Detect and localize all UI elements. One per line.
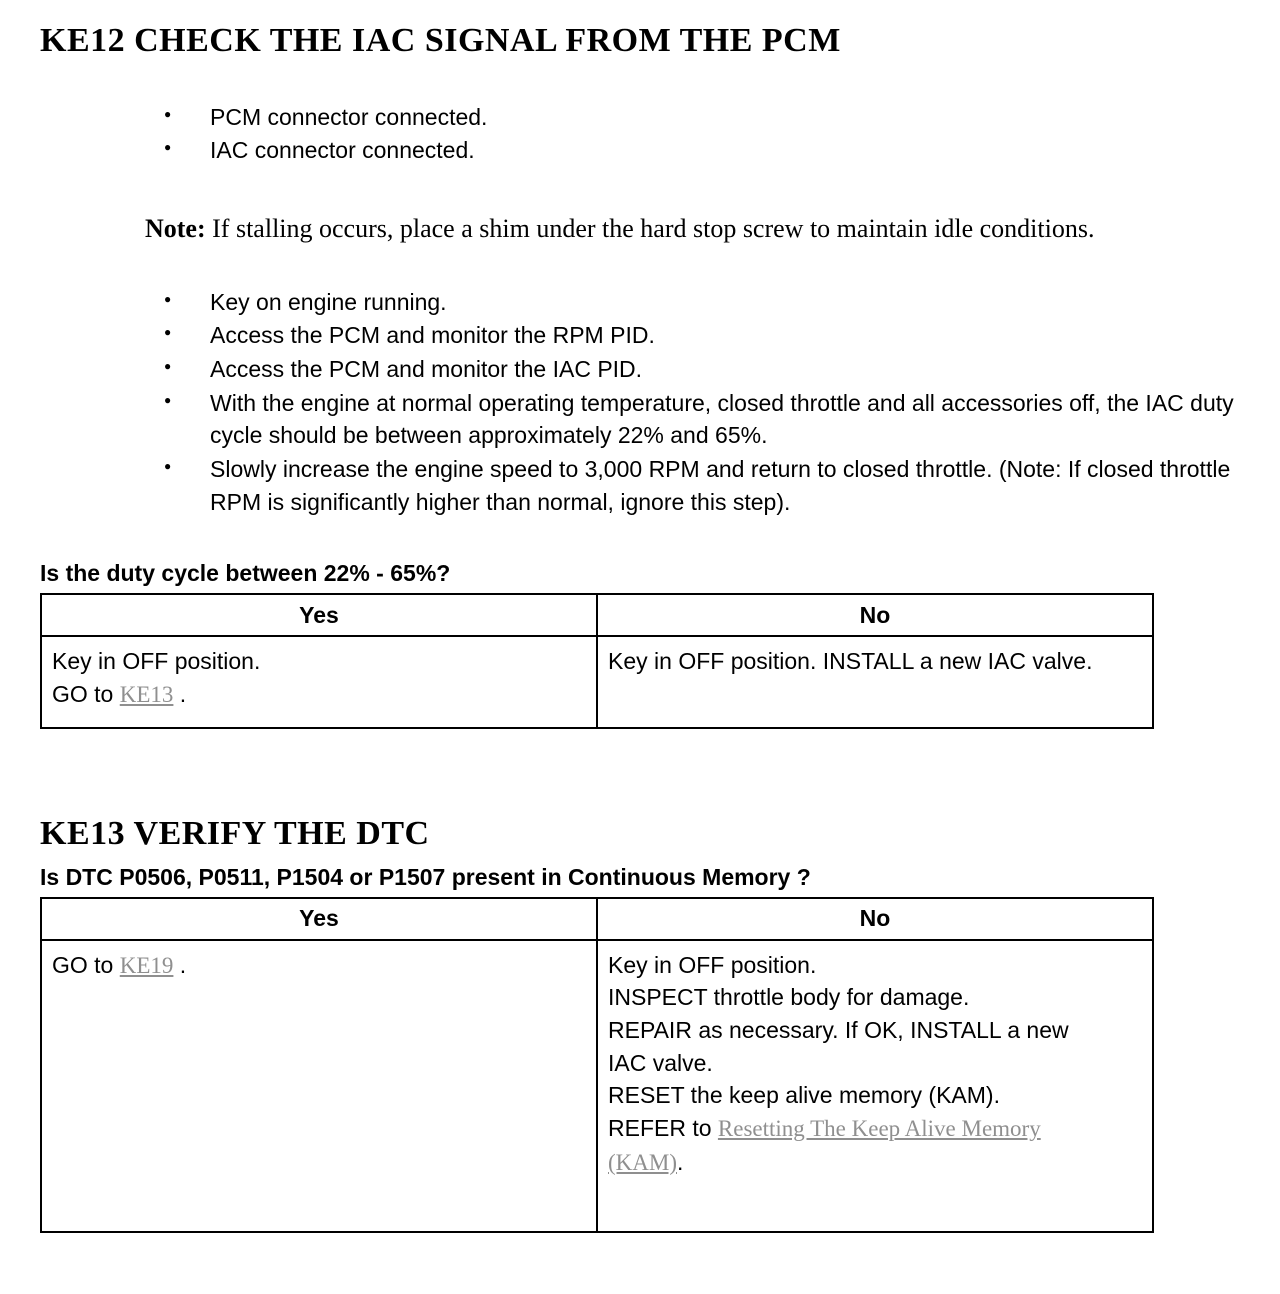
ke12-step-list bbox=[40, 286, 1242, 519]
link-ke13[interactable]: KE13 bbox=[119, 681, 174, 707]
section-ke12-title: KE12 CHECK THE IAC SIGNAL FROM THE PCM bbox=[40, 22, 841, 59]
no-cell-line: INSPECT throttle body for damage. bbox=[608, 984, 970, 1011]
yes-cell bbox=[41, 940, 597, 1232]
no-cell-line bbox=[608, 1112, 1112, 1179]
table-row bbox=[41, 636, 1153, 728]
list-item: ● Access the PCM and monitor the RPM PID. bbox=[40, 319, 1242, 352]
list-item: ● PCM connector connected. bbox=[40, 101, 1242, 134]
list-item: ● Slowly increase the engine speed to 3,000 RPM and return to closed throttle. (Note: If closed throttle RPM is significantly higher than normal, ignore this step). bbox=[40, 453, 1242, 518]
note-text: If stalling occurs, place a shim under the hard stop screw to maintain idle conditions. bbox=[205, 213, 1095, 243]
ke12-decision-table bbox=[40, 593, 1154, 729]
refer-label: REFER to bbox=[608, 1115, 718, 1142]
ke12-precondition-list bbox=[40, 101, 1242, 167]
goto-label: GO to bbox=[52, 951, 120, 978]
ke13-question: Is DTC P0506, P0511, P1504 or P1507 present in Continuous Memory ? bbox=[40, 863, 811, 890]
section-ke13-title: KE13 VERIFY THE DTC bbox=[40, 815, 430, 853]
list-item: ● Key on engine running. bbox=[40, 286, 1242, 319]
list-item: ● Access the PCM and monitor the IAC PID. bbox=[40, 353, 1242, 386]
list-item: ● With the engine at normal operating temperature, closed throttle and all accessories off, the IAC duty cycle should be between approximately 22% and 65%. bbox=[40, 387, 1242, 452]
no-cell-line: Key in OFF position. INSTALL a new IAC valve. bbox=[608, 648, 1093, 675]
link-resetting-kam[interactable]: Resetting The Keep Alive Memory (KAM) bbox=[608, 1116, 1041, 1175]
no-column-header: No bbox=[597, 898, 1153, 940]
table-row bbox=[41, 940, 1153, 1232]
yes-cell-line bbox=[52, 678, 556, 712]
yes-cell-line: Key in OFF position. bbox=[52, 648, 261, 675]
note-paragraph bbox=[145, 211, 1225, 248]
table-header-row bbox=[41, 594, 1153, 636]
list-item: ● IAC connector connected. bbox=[40, 134, 1242, 167]
no-cell-line: Key in OFF position. bbox=[608, 951, 817, 978]
no-cell bbox=[597, 940, 1153, 1232]
no-cell bbox=[597, 636, 1153, 728]
yes-cell bbox=[41, 636, 597, 728]
no-cell-line: REPAIR as necessary. If OK, INSTALL a new IAC valve. bbox=[608, 1017, 1069, 1076]
yes-column-header: Yes bbox=[41, 898, 597, 940]
period-text: . bbox=[173, 680, 187, 707]
ke13-decision-table bbox=[40, 897, 1154, 1233]
ke12-question: Is the duty cycle between 22% - 65%? bbox=[40, 560, 451, 587]
no-column-header: No bbox=[597, 594, 1153, 636]
yes-column-header: Yes bbox=[41, 594, 597, 636]
goto-label: GO to bbox=[52, 680, 120, 707]
link-ke19[interactable]: KE19 bbox=[119, 952, 174, 978]
table-header-row bbox=[41, 898, 1153, 940]
period-text: . bbox=[677, 1148, 684, 1175]
period-text: . bbox=[173, 951, 187, 978]
no-cell-line: RESET the keep alive memory (KAM). bbox=[608, 1082, 1000, 1109]
yes-cell-line bbox=[52, 949, 556, 983]
note-label: Note: bbox=[145, 213, 206, 243]
